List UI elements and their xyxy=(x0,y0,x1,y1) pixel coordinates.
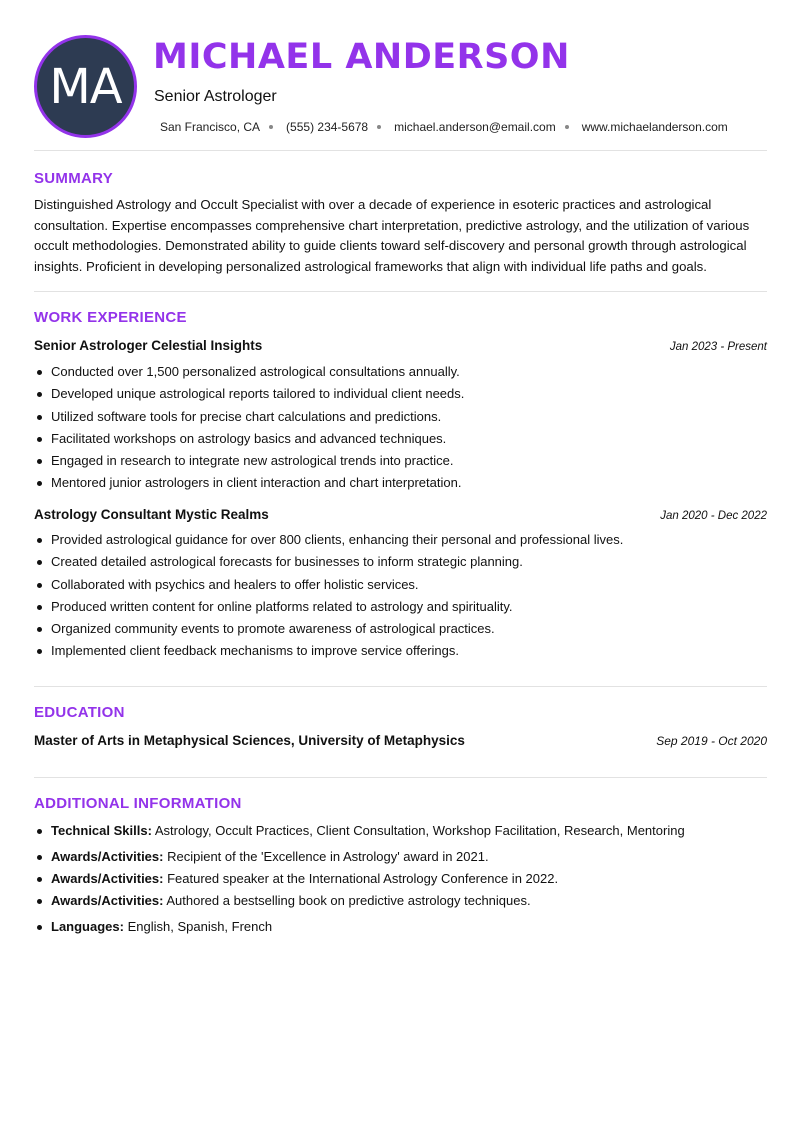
list-item xyxy=(34,822,767,848)
separator-dot xyxy=(269,125,273,129)
item-text: Astrology, Occult Practices, Client Consultation, Workshop Facilitation, Research, Mentoring xyxy=(154,823,685,838)
list-item: Produced written content for online platforms related to astrology and spirituality. xyxy=(34,598,767,620)
list-item: Provided astrological guidance for over 800 clients, enhancing their personal and professional lives. xyxy=(34,531,767,553)
list-item: Engaged in research to integrate new astrological trends into practice. xyxy=(34,452,767,474)
list-item: Facilitated workshops on astrology basics and advanced techniques. xyxy=(34,430,767,452)
list-item xyxy=(34,892,767,918)
item-text: Authored a bestselling book on predictive astrology techniques. xyxy=(166,893,531,908)
contact-line xyxy=(160,120,728,134)
contact-email[interactable]: michael.anderson@email.com xyxy=(394,120,556,134)
list-item xyxy=(34,848,767,870)
divider xyxy=(34,150,767,151)
job-role: Astrology Consultant Mystic Realms xyxy=(34,507,269,522)
item-text: Recipient of the 'Excellence in Astrology' award in 2021. xyxy=(167,849,489,864)
item-text: English, Spanish, French xyxy=(127,919,273,934)
item-label: Languages: xyxy=(51,919,124,934)
job-header xyxy=(34,338,767,353)
list-item: Implemented client feedback mechanisms to improve service offerings. xyxy=(34,642,767,664)
list-item xyxy=(34,918,767,940)
summary-heading: SUMMARY xyxy=(34,170,114,187)
list-item: Organized community events to promote awareness of astrological practices. xyxy=(34,620,767,642)
job-bullets xyxy=(34,363,767,497)
avatar-initials: MA xyxy=(49,58,122,115)
list-item: Developed unique astrological reports tailored to individual client needs. xyxy=(34,385,767,407)
education-entry xyxy=(34,733,767,748)
item-label: Awards/Activities: xyxy=(51,893,164,908)
education-heading: EDUCATION xyxy=(34,704,125,721)
summary-text: Distinguished Astrology and Occult Specialist with over a decade of experience in esoteric practices and astrological consultation. Expertise encompasses comprehensive chart interpretation, predictive astrology, and the utilization of various occult methodologies. Demonstrated ability to guide clients toward self-discovery and personal growth through astrological insights. Proficient in developing personalized astrological frameworks that align with individual life paths and goals. xyxy=(34,197,750,274)
item-label: Awards/Activities: xyxy=(51,849,164,864)
contact-location: San Francisco, CA xyxy=(160,120,261,134)
separator-dot xyxy=(377,125,381,129)
list-item: Mentored junior astrologers in client interaction and chart interpretation. xyxy=(34,474,767,496)
job-dates: Jan 2023 - Present xyxy=(669,341,767,353)
contact-phone: (555) 234-5678 xyxy=(286,120,369,134)
item-label: Awards/Activities: xyxy=(51,871,164,886)
separator-dot xyxy=(565,125,569,129)
education-dates: Sep 2019 - Oct 2020 xyxy=(656,734,767,748)
list-item: Collaborated with psychics and healers to offer holistic services. xyxy=(34,576,767,598)
list-item: Utilized software tools for precise chart calculations and predictions. xyxy=(34,408,767,430)
divider xyxy=(34,777,767,778)
avatar xyxy=(34,35,137,138)
list-item: Created detailed astrological forecasts for businesses to inform strategic planning. xyxy=(34,553,767,575)
candidate-title: Senior Astrologer xyxy=(154,88,277,105)
divider xyxy=(34,291,767,292)
additional-list xyxy=(34,822,767,940)
additional-heading: ADDITIONAL INFORMATION xyxy=(34,795,242,812)
contact-website[interactable]: www.michaelanderson.com xyxy=(581,120,728,134)
list-item xyxy=(34,870,767,892)
divider xyxy=(34,686,767,687)
job-role: Senior Astrologer Celestial Insights xyxy=(34,338,263,353)
item-text: Featured speaker at the International Astrology Conference in 2022. xyxy=(167,871,559,886)
education-degree: Master of Arts in Metaphysical Sciences, University of Metaphysics xyxy=(34,733,465,748)
job-dates: Jan 2020 - Dec 2022 xyxy=(660,510,767,522)
list-item: Conducted over 1,500 personalized astrological consultations annually. xyxy=(34,363,767,385)
job-bullets xyxy=(34,531,767,665)
item-label: Technical Skills: xyxy=(51,823,152,838)
candidate-name: MICHAEL ANDERSON xyxy=(153,37,570,77)
experience-heading: WORK EXPERIENCE xyxy=(34,309,187,326)
job-header xyxy=(34,507,767,522)
